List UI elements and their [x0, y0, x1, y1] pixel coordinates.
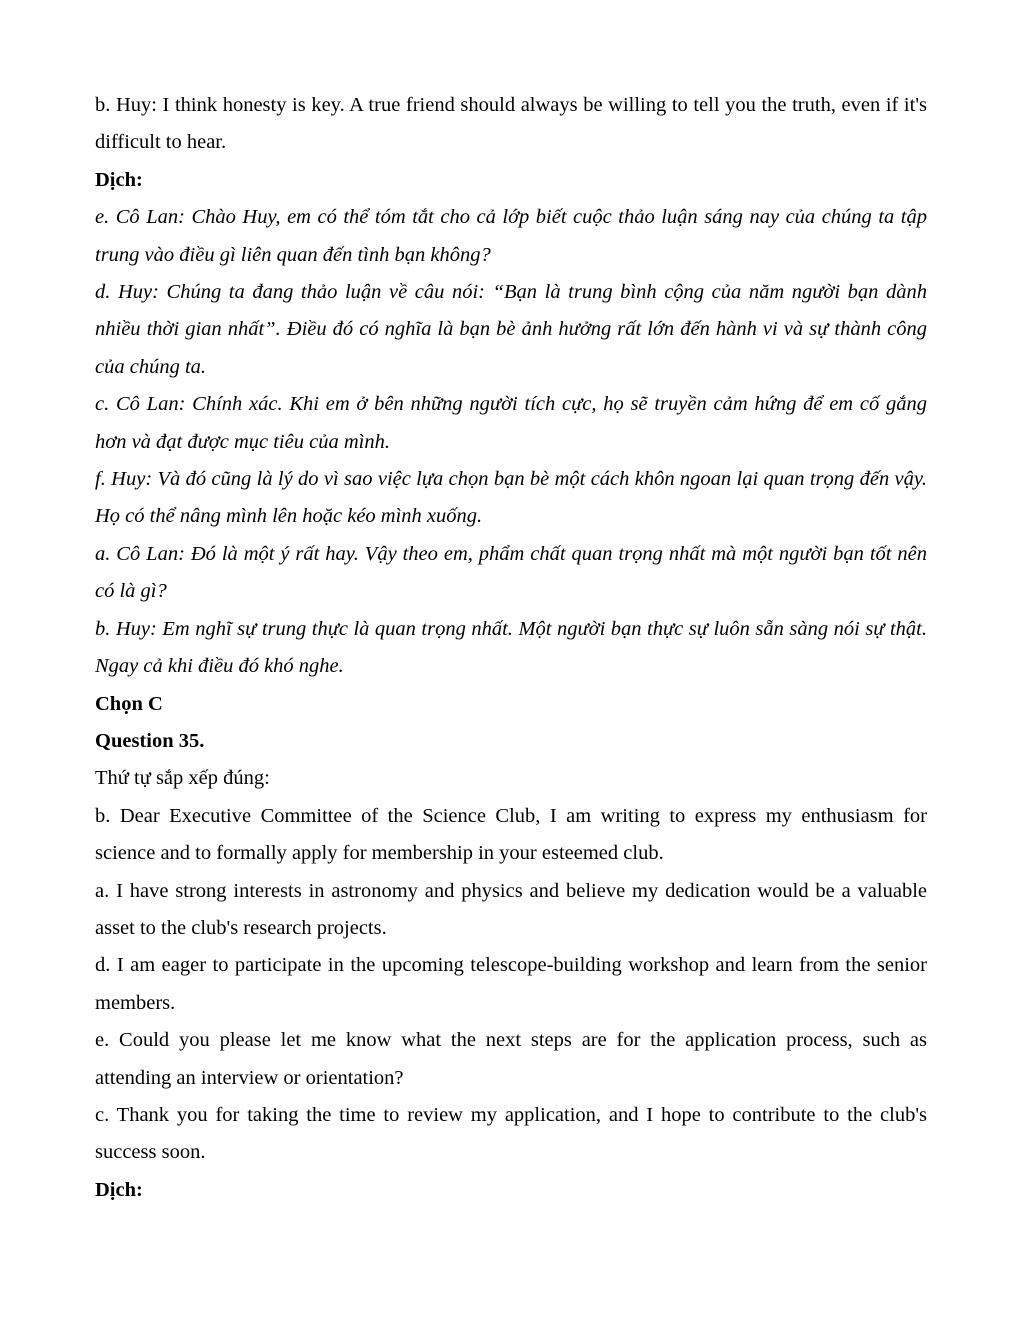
paragraph: c. Thank you for taking the time to review my application, and I hope to contribute to the club's success soon.	[95, 1103, 927, 1164]
paragraph: e. Could you please let me know what the next steps are for the application process, such as attending an interview or orientation?	[95, 1029, 927, 1089]
paragraph: b. Dear Executive Committee of the Science Club, I am writing to express my enthusiasm for science and to formally apply for membership in your esteemed club.	[95, 804, 927, 865]
paragraph: Chọn C	[95, 692, 163, 715]
paragraph: d. I am eager to participate in the upcoming telescope-building workshop and learn from the senior members.	[95, 954, 927, 1014]
paragraph: Question 35.	[95, 729, 205, 752]
paragraph: c. Cô Lan: Chính xác. Khi em ở bên những người tích cực, họ sẽ truyền cảm hứng để em cố gắng hơn và đạt được mục tiêu của mình.	[95, 393, 927, 453]
paragraph: Dịch:	[95, 1178, 143, 1201]
paragraph: Dịch:	[95, 168, 143, 191]
paragraph: b. Huy: Em nghĩ sự trung thực là quan trọng nhất. Một người bạn thực sự luôn sẵn sàng nói sự thật. Ngay cả khi điều đó khó nghe.	[95, 617, 927, 678]
paragraph: Thứ tự sắp xếp đúng:	[95, 767, 270, 790]
paragraph: d. Huy: Chúng ta đang thảo luận về câu nói: “Bạn là trung bình cộng của năm người bạn dành nhiều thời gian nhất”. Điều đó có nghĩa là bạn bè ảnh hưởng rất lớn đến hành vi và sự thành công của chúng ta.	[95, 281, 927, 378]
paragraph: a. I have strong interests in astronomy and physics and believe my dedication would be a valuable asset to the club's research projects.	[95, 879, 927, 939]
paragraph: e. Cô Lan: Chào Huy, em có thể tóm tắt cho cả lớp biết cuộc thảo luận sáng nay của chúng ta tập trung vào điều gì liên quan đến tình bạn không?	[95, 206, 927, 266]
paragraph: a. Cô Lan: Đó là một ý rất hay. Vậy theo em, phẩm chất quan trọng nhất mà một người bạn tốt nên có là gì?	[95, 542, 927, 603]
paragraph: b. Huy: I think honesty is key. A true friend should always be willing to tell you the truth, even if it's difficult to hear.	[95, 94, 927, 154]
paragraph: f. Huy: Và đó cũng là lý do vì sao việc lựa chọn bạn bè một cách khôn ngoan lại quan trọng đến vậy. Họ có thể nâng mình lên hoặc kéo mình xuống.	[95, 468, 927, 528]
